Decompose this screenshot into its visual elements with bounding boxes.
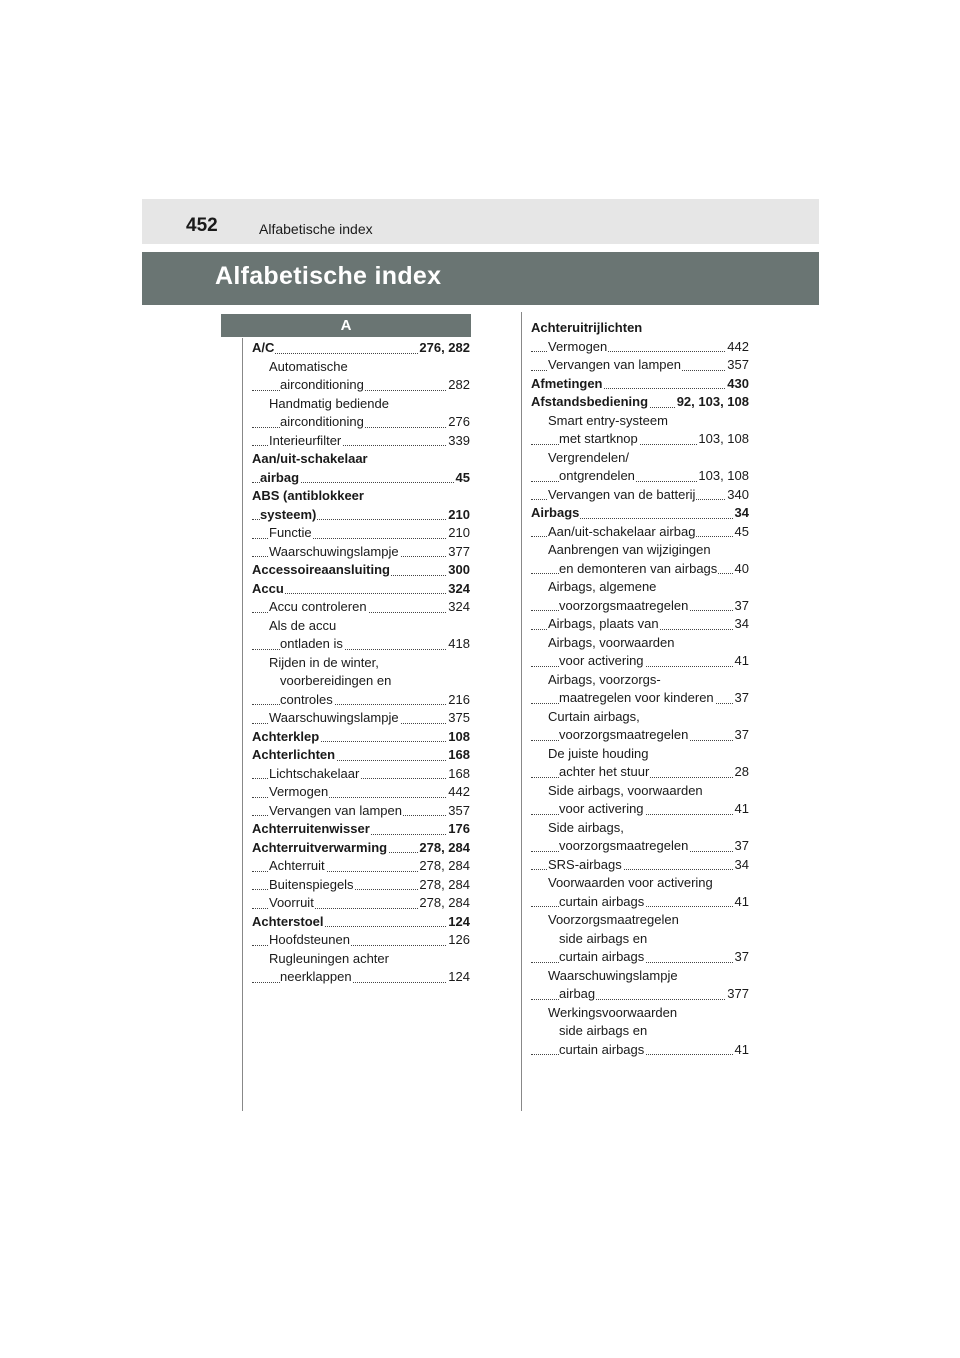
index-entry: [531, 486, 749, 505]
index-entry-page: 41: [734, 1041, 749, 1060]
index-entry: [531, 1041, 749, 1060]
index-entry-page: 278, 284: [418, 839, 470, 858]
index-entry: [531, 837, 749, 856]
index-entry: [531, 671, 749, 690]
index-entry-text: Aan/uit-schakelaar: [252, 451, 368, 466]
index-entry-text: Airbags: [531, 505, 580, 520]
index-entry-text: airbag: [260, 469, 300, 485]
index-entry-text: Smart entry-systeem: [548, 412, 668, 428]
index-entry-text: voorbereidingen en: [280, 673, 392, 688]
index-entry-text: Voorruit: [269, 895, 314, 910]
header-band: [142, 199, 819, 244]
index-entry: [252, 487, 470, 506]
index-entry-page: 377: [726, 985, 749, 1004]
index-entry-page: 37: [734, 689, 749, 708]
index-entry: [252, 894, 470, 913]
index-entry: [531, 874, 749, 893]
index-entry-text: ontgrendelen: [559, 468, 635, 483]
index-entry-text: Airbags, voorzorgs-: [548, 671, 661, 687]
index-column-1: [252, 339, 470, 987]
index-entry: [531, 523, 749, 542]
index-entry-text: Rijden in de winter,: [269, 654, 379, 670]
index-entry: [252, 654, 470, 673]
index-entry: [531, 1022, 749, 1041]
index-entry-text: voor activering: [559, 653, 644, 668]
index-entry-page: 339: [447, 432, 470, 451]
index-entry-text: side airbags en: [559, 930, 648, 946]
index-entry-text: Curtain airbags,: [548, 708, 640, 724]
index-entry: [531, 1004, 749, 1023]
index-entry-text: Achterlichten: [252, 747, 336, 762]
index-entry: [252, 728, 470, 747]
index-entry-text: controles: [280, 691, 333, 707]
index-entry: [531, 819, 749, 838]
index-entry-text: Airbags, plaats van: [548, 616, 659, 631]
index-entry-text: systeem): [260, 506, 317, 522]
index-entry-text: Accu controleren: [269, 599, 367, 614]
index-entry-text: Vervangen van lampen: [548, 357, 681, 372]
index-entry: [531, 763, 749, 782]
column-divider-middle: [521, 312, 522, 1111]
index-entry-text: Vermogen: [269, 784, 329, 799]
index-entry-page: 41: [734, 893, 749, 912]
index-entry: [252, 765, 470, 784]
index-entry: [252, 691, 470, 710]
column-divider-left: [242, 338, 243, 1111]
index-entry-text: voorzorgsmaatregelen: [559, 727, 689, 742]
index-entry: [531, 708, 749, 727]
index-entry: [252, 450, 470, 469]
index-entry-page: 41: [734, 800, 749, 819]
index-entry-page: 28: [734, 763, 749, 782]
index-entry-page: 103, 108: [697, 467, 749, 486]
index-entry: [252, 802, 470, 821]
index-entry: [531, 967, 749, 986]
index-entry-text: curtain airbags: [559, 893, 645, 909]
index-entry: [252, 524, 470, 543]
index-entry: [252, 709, 470, 728]
index-entry-text: met startknop: [559, 431, 638, 446]
index-entry-text: Achterklep: [252, 728, 320, 744]
index-entry: [252, 783, 470, 802]
index-entry: [531, 930, 749, 949]
index-entry-page: 300: [447, 561, 470, 580]
index-entry-page: 37: [734, 837, 749, 856]
index-entry-text: Aan/uit-schakelaar airbag: [548, 523, 696, 539]
index-entry-text: Side airbags, voorwaarden: [548, 782, 703, 798]
index-entry-text: Rugleuningen achter: [269, 950, 389, 966]
index-entry: [252, 839, 470, 858]
index-entry-page: 176: [447, 820, 470, 839]
index-entry-page: 92, 103, 108: [676, 393, 749, 412]
index-entry-text: Voorzorgsmaatregelen: [548, 912, 679, 927]
index-entry: [531, 578, 749, 597]
section-letter: A: [221, 314, 471, 337]
page-title: Alfabetische index: [215, 262, 442, 290]
index-entry-page: 282: [447, 376, 470, 395]
index-entry: [252, 543, 470, 562]
index-entry: [531, 375, 749, 394]
index-entry: [531, 504, 749, 523]
index-entry-text: Automatische: [269, 358, 348, 374]
index-entry-page: 34: [734, 615, 749, 634]
index-entry-text: Side airbags,: [548, 819, 624, 835]
index-entry-text: voorzorgsmaatregelen: [559, 838, 689, 853]
index-entry-page: 37: [734, 726, 749, 745]
index-entry-page: 340: [726, 486, 749, 505]
index-entry: [531, 652, 749, 671]
index-entry-text: Afstandsbediening: [531, 394, 649, 409]
index-entry-text: Achteruitrijlichten: [531, 320, 643, 335]
index-entry-text: Lichtschakelaar: [269, 765, 360, 781]
index-entry-text: voorzorgsmaatregelen: [559, 597, 689, 613]
index-entry-page: 278, 284: [418, 857, 470, 876]
index-entry-text: Achterruitverwarming: [252, 839, 388, 855]
index-entry: [531, 800, 749, 819]
index-entry-page: 210: [447, 506, 470, 525]
index-entry-text: maatregelen voor kinderen: [559, 690, 714, 705]
index-entry: [252, 931, 470, 950]
index-entry: [252, 617, 470, 636]
index-entry: [252, 820, 470, 839]
index-entry-text: curtain airbags: [559, 949, 645, 964]
index-entry-page: 418: [447, 635, 470, 654]
index-entry: [531, 356, 749, 375]
index-entry: [531, 597, 749, 616]
index-entry-text: Hoofdsteunen: [269, 932, 350, 947]
index-entry: [531, 856, 749, 875]
index-entry: [531, 782, 749, 801]
page-number: 452: [186, 215, 218, 236]
index-entry: [252, 913, 470, 932]
index-entry-page: 168: [447, 746, 470, 765]
index-entry-text: Buitenspiegels: [269, 876, 354, 892]
index-entry: [252, 376, 470, 395]
index-entry: [531, 319, 749, 338]
index-entry-page: 430: [726, 375, 749, 394]
index-entry-text: Accu: [252, 580, 284, 596]
index-entry-text: Waarschuwingslampje: [548, 967, 678, 983]
index-entry-page: 124: [447, 968, 470, 987]
index-entry-text: achter het stuur: [559, 764, 650, 779]
index-entry-page: 357: [726, 356, 749, 375]
index-entry-text: Achterstoel: [252, 913, 324, 929]
index-entry: [531, 560, 749, 579]
index-entry-page: 37: [734, 948, 749, 967]
index-entry-page: 324: [447, 580, 470, 599]
index-entry-text: Waarschuwingslampje: [269, 543, 399, 559]
index-entry-page: 442: [726, 338, 749, 357]
index-entry: [252, 469, 470, 488]
index-entry-page: 40: [734, 560, 749, 579]
index-entry: [531, 338, 749, 357]
index-entry: [252, 857, 470, 876]
index-entry-text: Vermogen: [548, 338, 608, 354]
index-entry-text: Afmetingen: [531, 375, 603, 391]
index-entry: [531, 393, 749, 412]
index-entry-text: Accessoireaansluiting: [252, 562, 390, 577]
index-entry: [252, 432, 470, 451]
index-entry-page: 108: [447, 728, 470, 747]
index-entry: [531, 467, 749, 486]
index-entry-page: 278, 284: [418, 894, 470, 913]
index-entry-text: A/C: [252, 340, 275, 355]
index-entry: [252, 746, 470, 765]
index-entry-text: De juiste houding: [548, 745, 649, 761]
index-entry: [252, 950, 470, 969]
index-entry-page: 168: [447, 765, 470, 784]
index-entry-page: 324: [447, 598, 470, 617]
index-entry: [252, 395, 470, 414]
index-entry-text: ABS (antiblokkeer: [252, 488, 364, 503]
index-entry-page: 34: [734, 504, 749, 523]
index-entry-text: Interieurfilter: [269, 432, 342, 448]
index-entry: [531, 430, 749, 449]
index-entry: [252, 413, 470, 432]
index-entry-text: ontladen is: [280, 636, 343, 651]
index-entry: [531, 541, 749, 560]
index-entry: [252, 506, 470, 525]
index-entry-text: Werkingsvoorwaarden: [548, 1004, 678, 1020]
index-entry-text: side airbags en: [559, 1023, 648, 1038]
index-entry: [252, 561, 470, 580]
index-entry-text: Functie: [269, 525, 312, 540]
index-entry-text: Aanbrengen van wijzigingen: [548, 542, 711, 557]
index-entry-text: airbag: [559, 986, 596, 1001]
index-entry-text: voor activering: [559, 801, 644, 816]
index-entry: [252, 876, 470, 895]
index-entry: [531, 948, 749, 967]
index-entry-text: Als de accu: [269, 617, 337, 633]
index-entry-page: 442: [447, 783, 470, 802]
index-entry-text: airconditioning: [280, 377, 364, 392]
running-title: Alfabetische index: [259, 221, 373, 237]
index-entry: [531, 911, 749, 930]
index-entry-text: airconditioning: [280, 414, 364, 429]
index-column-2: [531, 319, 749, 1059]
index-entry-page: 41: [734, 652, 749, 671]
index-entry-text: neerklappen: [280, 969, 352, 984]
index-entry-text: Voorwaarden voor activering: [548, 875, 713, 890]
index-entry-page: 126: [447, 931, 470, 950]
index-entry-page: 357: [447, 802, 470, 821]
index-entry-page: 103, 108: [697, 430, 749, 449]
index-entry: [252, 339, 470, 358]
index-entry-page: 34: [734, 856, 749, 875]
index-entry-page: 377: [447, 543, 470, 562]
index-entry-text: Achterruitenwisser: [252, 821, 370, 836]
index-entry: [531, 726, 749, 745]
index-entry-page: 210: [447, 524, 470, 543]
index-entry-text: Airbags, voorwaarden: [548, 634, 675, 650]
index-entry-text: Vergrendelen/: [548, 449, 629, 465]
index-entry-text: en demonteren van airbags: [559, 560, 718, 576]
index-entry: [252, 672, 470, 691]
index-entry-text: Vervangen van de batterij: [548, 486, 696, 502]
index-entry-page: 45: [455, 469, 470, 488]
index-entry: [531, 615, 749, 634]
index-entry-page: 276, 282: [418, 339, 470, 358]
index-entry-text: SRS-airbags: [548, 856, 622, 872]
index-entry-text: Vervangen van lampen: [269, 802, 402, 818]
index-entry: [531, 449, 749, 468]
index-entry: [252, 968, 470, 987]
index-entry-page: 37: [734, 597, 749, 616]
index-entry-page: 124: [447, 913, 470, 932]
index-entry-page: 276: [447, 413, 470, 432]
index-entry-text: Handmatig bediende: [269, 395, 389, 411]
index-entry: [531, 634, 749, 653]
index-entry-text: Airbags, algemene: [548, 579, 657, 594]
index-entry-text: curtain airbags: [559, 1041, 645, 1057]
index-entry-page: 45: [734, 523, 749, 542]
index-entry: [252, 635, 470, 654]
index-entry: [531, 745, 749, 764]
index-entry-page: 216: [447, 691, 470, 710]
index-entry: [252, 580, 470, 599]
index-entry: [531, 412, 749, 431]
index-entry-page: 278, 284: [418, 876, 470, 895]
index-entry: [252, 358, 470, 377]
index-entry-page: 375: [447, 709, 470, 728]
index-entry: [531, 985, 749, 1004]
index-entry: [531, 689, 749, 708]
index-entry: [252, 598, 470, 617]
index-entry: [531, 893, 749, 912]
index-entry-text: Achterruit: [269, 858, 325, 873]
index-entry-text: Waarschuwingslampje: [269, 710, 399, 725]
